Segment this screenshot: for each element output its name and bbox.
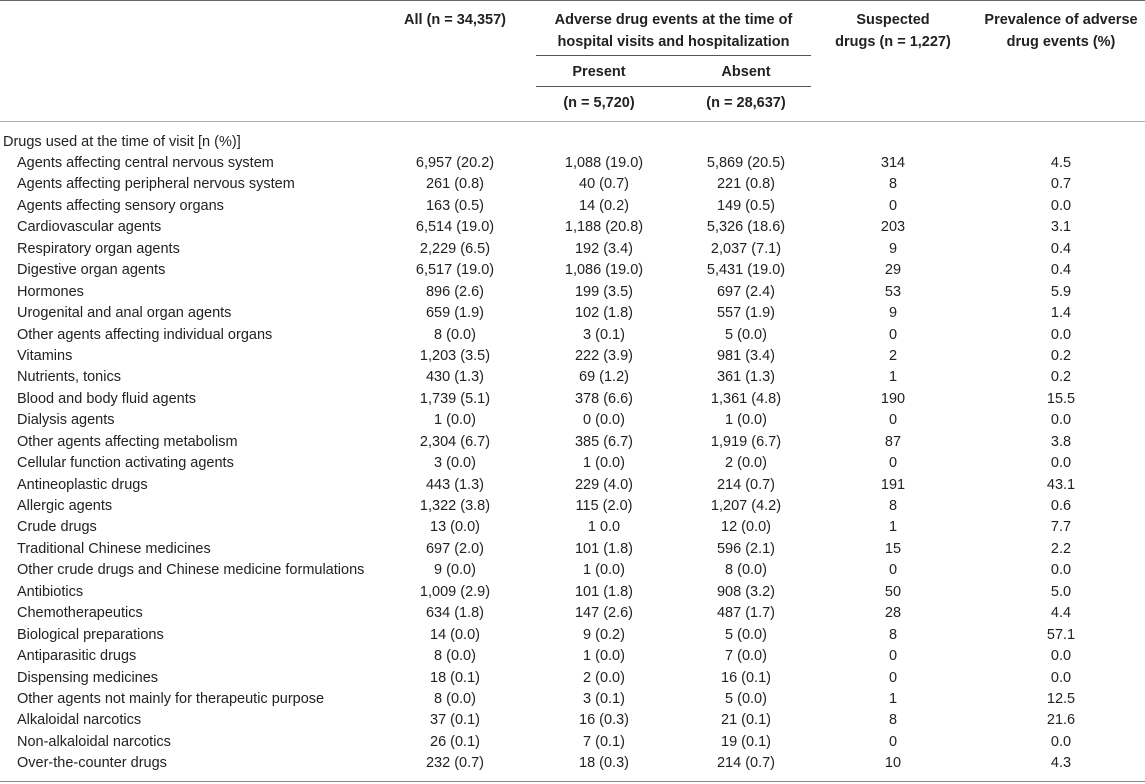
cell-all: 8 (0.0)	[434, 690, 476, 707]
cell-suspected: 9	[888, 305, 898, 322]
cell-all: 430 (1.3)	[425, 369, 485, 386]
section-label: Drugs used at the time of visit [n (%)]	[3, 134, 241, 150]
cell-absent: 981 (3.4)	[716, 347, 776, 364]
row-label: Agents affecting sensory organs	[17, 197, 224, 214]
cell-prevalence: 4.3	[1050, 755, 1072, 772]
table-row	[0, 625, 1145, 646]
cell-suspected: 8	[888, 626, 898, 643]
cell-present: 378 (6.6)	[574, 390, 634, 407]
cell-absent: 12 (0.0)	[721, 519, 771, 536]
cell-absent: 1,361 (4.8)	[710, 390, 782, 407]
row-label: Over-the-counter drugs	[17, 755, 167, 772]
cell-present: 102 (1.8)	[574, 305, 634, 322]
cell-suspected: 8	[888, 176, 898, 193]
cell-present: 1,188 (20.8)	[564, 219, 644, 236]
cell-all: 37 (0.1)	[430, 712, 480, 729]
cell-all: 3 (0.0)	[434, 455, 476, 472]
cell-absent: 2,037 (7.1)	[710, 240, 782, 257]
cell-absent: 149 (0.5)	[716, 197, 776, 214]
cell-suspected: 0	[888, 455, 898, 472]
cell-all: 14 (0.0)	[430, 626, 480, 643]
cell-present: 192 (3.4)	[574, 240, 634, 257]
cell-suspected: 15	[884, 540, 902, 557]
cell-present: 222 (3.9)	[574, 347, 634, 364]
table-row	[0, 260, 1145, 281]
cell-present: 18 (0.3)	[579, 755, 629, 772]
cell-suspected: 0	[888, 648, 898, 665]
table-row	[0, 325, 1145, 346]
row-label: Allergic agents	[17, 498, 113, 514]
cell-prevalence: 0.0	[1050, 455, 1072, 472]
cell-prevalence: 21.6	[1046, 712, 1076, 729]
cell-suspected: 0	[888, 326, 898, 343]
cell-prevalence: 0.0	[1050, 197, 1072, 214]
cell-absent: 5,326 (18.6)	[706, 219, 786, 236]
cell-prevalence: 0.0	[1050, 733, 1072, 750]
cell-absent: 5,869 (20.5)	[706, 155, 786, 171]
cell-absent: 1,207 (4.2)	[710, 498, 782, 514]
row-label: Blood and body fluid agents	[17, 390, 196, 407]
cell-prevalence: 12.5	[1046, 690, 1076, 707]
cell-prevalence: 0.0	[1050, 326, 1072, 343]
cell-prevalence: 0.0	[1050, 669, 1072, 686]
table-row	[0, 346, 1145, 367]
cell-absent: 697 (2.4)	[716, 283, 776, 300]
row-label: Dialysis agents	[17, 412, 115, 429]
cell-present: 0 (0.0)	[583, 412, 625, 429]
cell-suspected: 9	[888, 240, 898, 257]
cell-absent: 221 (0.8)	[716, 176, 776, 193]
cell-all: 1 (0.0)	[434, 412, 476, 429]
cell-present: 3 (0.1)	[583, 690, 625, 707]
cell-absent: 214 (0.7)	[716, 476, 776, 493]
row-label: Cellular function activating agents	[17, 455, 234, 472]
header-prevalence-line1: Prevalence of adverse	[984, 12, 1138, 28]
header-ade-line1: Adverse drug events at the time of	[554, 12, 793, 28]
cell-present: 1 (0.0)	[583, 648, 625, 665]
cell-absent: 1 (0.0)	[725, 412, 767, 429]
cell-suspected: 0	[888, 562, 898, 579]
cell-absent: 487 (1.7)	[716, 605, 776, 622]
cell-suspected: 314	[880, 155, 906, 171]
row-label: Vitamins	[17, 347, 73, 364]
cell-present: 16 (0.3)	[579, 712, 629, 729]
cell-absent: 5 (0.0)	[725, 690, 767, 707]
cell-all: 6,517 (19.0)	[415, 262, 495, 279]
header-bottom-rule	[0, 121, 1145, 122]
cell-present: 101 (1.8)	[574, 540, 634, 557]
row-label: Antiparasitic drugs	[17, 648, 137, 665]
table-row	[0, 153, 1145, 174]
row-label: Digestive organ agents	[17, 262, 166, 279]
cell-absent: 361 (1.3)	[716, 369, 776, 386]
table-row	[0, 668, 1145, 689]
cell-suspected: 1	[888, 369, 898, 386]
table-row	[0, 367, 1145, 388]
cell-suspected: 2	[888, 347, 898, 364]
cell-absent: 2 (0.0)	[725, 455, 767, 472]
cell-suspected: 0	[888, 669, 898, 686]
cell-all: 6,514 (19.0)	[415, 219, 495, 236]
table-row	[0, 753, 1145, 774]
cell-suspected: 50	[884, 583, 902, 600]
cell-prevalence: 43.1	[1046, 476, 1076, 493]
cell-prevalence: 0.4	[1050, 240, 1072, 257]
header-ade-rule	[536, 55, 811, 56]
cell-all: 659 (1.9)	[425, 305, 485, 322]
cell-present: 147 (2.6)	[574, 605, 634, 622]
cell-prevalence: 0.6	[1050, 498, 1072, 514]
cell-suspected: 87	[884, 433, 902, 450]
cell-present: 14 (0.2)	[579, 197, 629, 214]
cell-prevalence: 1.4	[1050, 305, 1072, 322]
cell-all: 1,203 (3.5)	[419, 347, 491, 364]
cell-present: 1 0.0	[587, 519, 621, 536]
cell-prevalence: 5.0	[1050, 583, 1072, 600]
cell-suspected: 10	[884, 755, 902, 772]
table-row	[0, 539, 1145, 560]
cell-prevalence: 0.7	[1050, 176, 1072, 193]
cell-prevalence: 2.2	[1050, 540, 1072, 557]
table-row	[0, 517, 1145, 538]
cell-suspected: 0	[888, 197, 898, 214]
cell-prevalence: 0.4	[1050, 262, 1072, 279]
table-row	[0, 303, 1145, 324]
cell-absent: 1,919 (6.7)	[710, 433, 782, 450]
cell-present: 69 (1.2)	[579, 369, 629, 386]
table-row	[0, 689, 1145, 710]
row-label: Other agents affecting metabolism	[17, 433, 238, 450]
row-label: Urogenital and anal organ agents	[17, 305, 232, 322]
cell-present: 385 (6.7)	[574, 433, 634, 450]
cell-all: 1,322 (3.8)	[419, 498, 491, 514]
cell-present: 2 (0.0)	[583, 669, 625, 686]
cell-present: 115 (2.0)	[575, 498, 633, 514]
table-row	[0, 475, 1145, 496]
cell-suspected: 190	[880, 390, 906, 407]
cell-suspected: 8	[888, 712, 898, 729]
cell-present: 40 (0.7)	[579, 176, 629, 193]
cell-all: 232 (0.7)	[425, 755, 485, 772]
cell-present: 7 (0.1)	[583, 733, 625, 750]
header-absent: Absent	[721, 64, 771, 80]
table-row	[0, 646, 1145, 667]
cell-absent: 5 (0.0)	[725, 326, 767, 343]
cell-prevalence: 57.1	[1046, 626, 1076, 643]
cell-present: 9 (0.2)	[583, 626, 625, 643]
header-prevalence-line2: drug events (%)	[1006, 34, 1116, 50]
row-label: Agents affecting central nervous system	[17, 155, 274, 171]
row-label: Agents affecting peripheral nervous system	[17, 176, 295, 193]
table-row	[0, 196, 1145, 217]
cell-all: 697 (2.0)	[425, 540, 485, 557]
table-row	[0, 174, 1145, 195]
cell-prevalence: 0.0	[1050, 648, 1072, 665]
cell-suspected: 0	[888, 412, 898, 429]
cell-all: 9 (0.0)	[434, 562, 476, 579]
cell-present: 1 (0.0)	[583, 562, 625, 579]
cell-all: 6,957 (20.2)	[415, 155, 495, 171]
cell-absent: 214 (0.7)	[716, 755, 776, 772]
cell-absent: 21 (0.1)	[721, 712, 771, 729]
row-label: Traditional Chinese medicines	[17, 540, 211, 557]
table-row	[0, 389, 1145, 410]
cell-present: 101 (1.8)	[574, 583, 634, 600]
row-label: Chemotherapeutics	[17, 605, 143, 622]
table-row	[0, 732, 1145, 753]
row-label: Biological preparations	[17, 626, 164, 643]
cell-absent: 5 (0.0)	[725, 626, 767, 643]
cell-all: 1,009 (2.9)	[419, 583, 491, 600]
row-label: Cardiovascular agents	[17, 219, 162, 236]
header-suspected-line2: drugs (n = 1,227)	[835, 34, 951, 50]
cell-all: 443 (1.3)	[425, 476, 485, 493]
table-row	[0, 496, 1145, 517]
cell-suspected: 53	[884, 283, 902, 300]
table-bottom-rule	[0, 781, 1145, 782]
cell-all: 2,304 (6.7)	[419, 433, 491, 450]
cell-prevalence: 0.2	[1050, 347, 1072, 364]
cell-all: 896 (2.6)	[425, 283, 485, 300]
cell-all: 8 (0.0)	[434, 326, 476, 343]
table-row	[0, 603, 1145, 624]
header-present-n: (n = 5,720)	[563, 95, 635, 111]
cell-prevalence: 3.8	[1050, 433, 1072, 450]
cell-absent: 557 (1.9)	[716, 305, 776, 322]
header-suspected-line1: Suspected	[856, 12, 930, 28]
cell-present: 1 (0.0)	[583, 455, 625, 472]
cell-all: 13 (0.0)	[430, 519, 480, 536]
row-label: Other crude drugs and Chinese medicine formulations	[17, 562, 365, 579]
cell-present: 1,088 (19.0)	[564, 155, 644, 171]
cell-prevalence: 0.2	[1050, 369, 1072, 386]
cell-suspected: 191	[880, 476, 906, 493]
table-row	[0, 560, 1145, 581]
header-subgroup-rule	[536, 86, 811, 87]
cell-all: 2,229 (6.5)	[419, 240, 491, 257]
cell-prevalence: 15.5	[1046, 390, 1076, 407]
cell-absent: 16 (0.1)	[721, 669, 771, 686]
cell-prevalence: 3.1	[1050, 219, 1072, 236]
table-row	[0, 453, 1145, 474]
table-row	[0, 282, 1145, 303]
cell-present: 229 (4.0)	[574, 476, 634, 493]
table-row	[0, 432, 1145, 453]
table-row	[0, 239, 1145, 260]
cell-suspected: 0	[888, 733, 898, 750]
row-label: Nutrients, tonics	[17, 369, 121, 386]
header-absent-n: (n = 28,637)	[706, 95, 786, 111]
cell-all: 261 (0.8)	[425, 176, 485, 193]
row-label: Antineoplastic drugs	[17, 476, 148, 493]
cell-all: 18 (0.1)	[430, 669, 480, 686]
table-body	[0, 153, 1145, 775]
cell-all: 634 (1.8)	[425, 605, 485, 622]
row-label: Other agents not mainly for therapeutic purpose	[17, 690, 325, 707]
row-label: Antibiotics	[17, 583, 84, 600]
cell-prevalence: 0.0	[1050, 412, 1072, 429]
cell-prevalence: 4.5	[1050, 155, 1072, 171]
header-ade-line2: hospital visits and hospitalization	[557, 34, 790, 50]
header-all: All (n = 34,357)	[404, 12, 506, 28]
row-label: Dispensing medicines	[17, 669, 159, 686]
row-label: Respiratory organ agents	[17, 240, 180, 257]
table-row	[0, 582, 1145, 603]
row-label: Hormones	[17, 283, 84, 300]
cell-absent: 8 (0.0)	[725, 562, 767, 579]
cell-absent: 5,431 (19.0)	[706, 262, 786, 279]
cell-all: 8 (0.0)	[434, 648, 476, 665]
header-present: Present	[572, 64, 626, 80]
cell-suspected: 1	[888, 690, 898, 707]
row-label: Crude drugs	[17, 519, 97, 536]
cell-absent: 908 (3.2)	[716, 583, 776, 600]
table-row	[0, 710, 1145, 731]
cell-absent: 19 (0.1)	[721, 733, 771, 750]
row-label: Other agents affecting individual organs	[17, 326, 273, 343]
cell-present: 3 (0.1)	[583, 326, 625, 343]
cell-suspected: 1	[888, 519, 898, 536]
cell-prevalence: 0.0	[1050, 562, 1072, 579]
row-label: Alkaloidal narcotics	[17, 712, 142, 729]
cell-absent: 7 (0.0)	[725, 648, 767, 665]
table-row	[0, 217, 1145, 238]
cell-prevalence: 4.4	[1050, 605, 1072, 622]
cell-prevalence: 7.7	[1050, 519, 1072, 536]
cell-absent: 596 (2.1)	[716, 540, 776, 557]
cell-all: 26 (0.1)	[430, 733, 480, 750]
cell-suspected: 28	[884, 605, 902, 622]
cell-all: 1,739 (5.1)	[419, 390, 491, 407]
cell-suspected: 29	[884, 262, 902, 279]
cell-present: 199 (3.5)	[574, 283, 634, 300]
cell-suspected: 8	[888, 498, 898, 514]
row-label: Non-alkaloidal narcotics	[17, 733, 171, 750]
cell-suspected: 203	[880, 219, 906, 236]
cell-prevalence: 5.9	[1050, 283, 1072, 300]
cell-present: 1,086 (19.0)	[564, 262, 644, 279]
table-row	[0, 410, 1145, 431]
cell-all: 163 (0.5)	[425, 197, 485, 214]
table-top-rule	[0, 0, 1145, 1]
